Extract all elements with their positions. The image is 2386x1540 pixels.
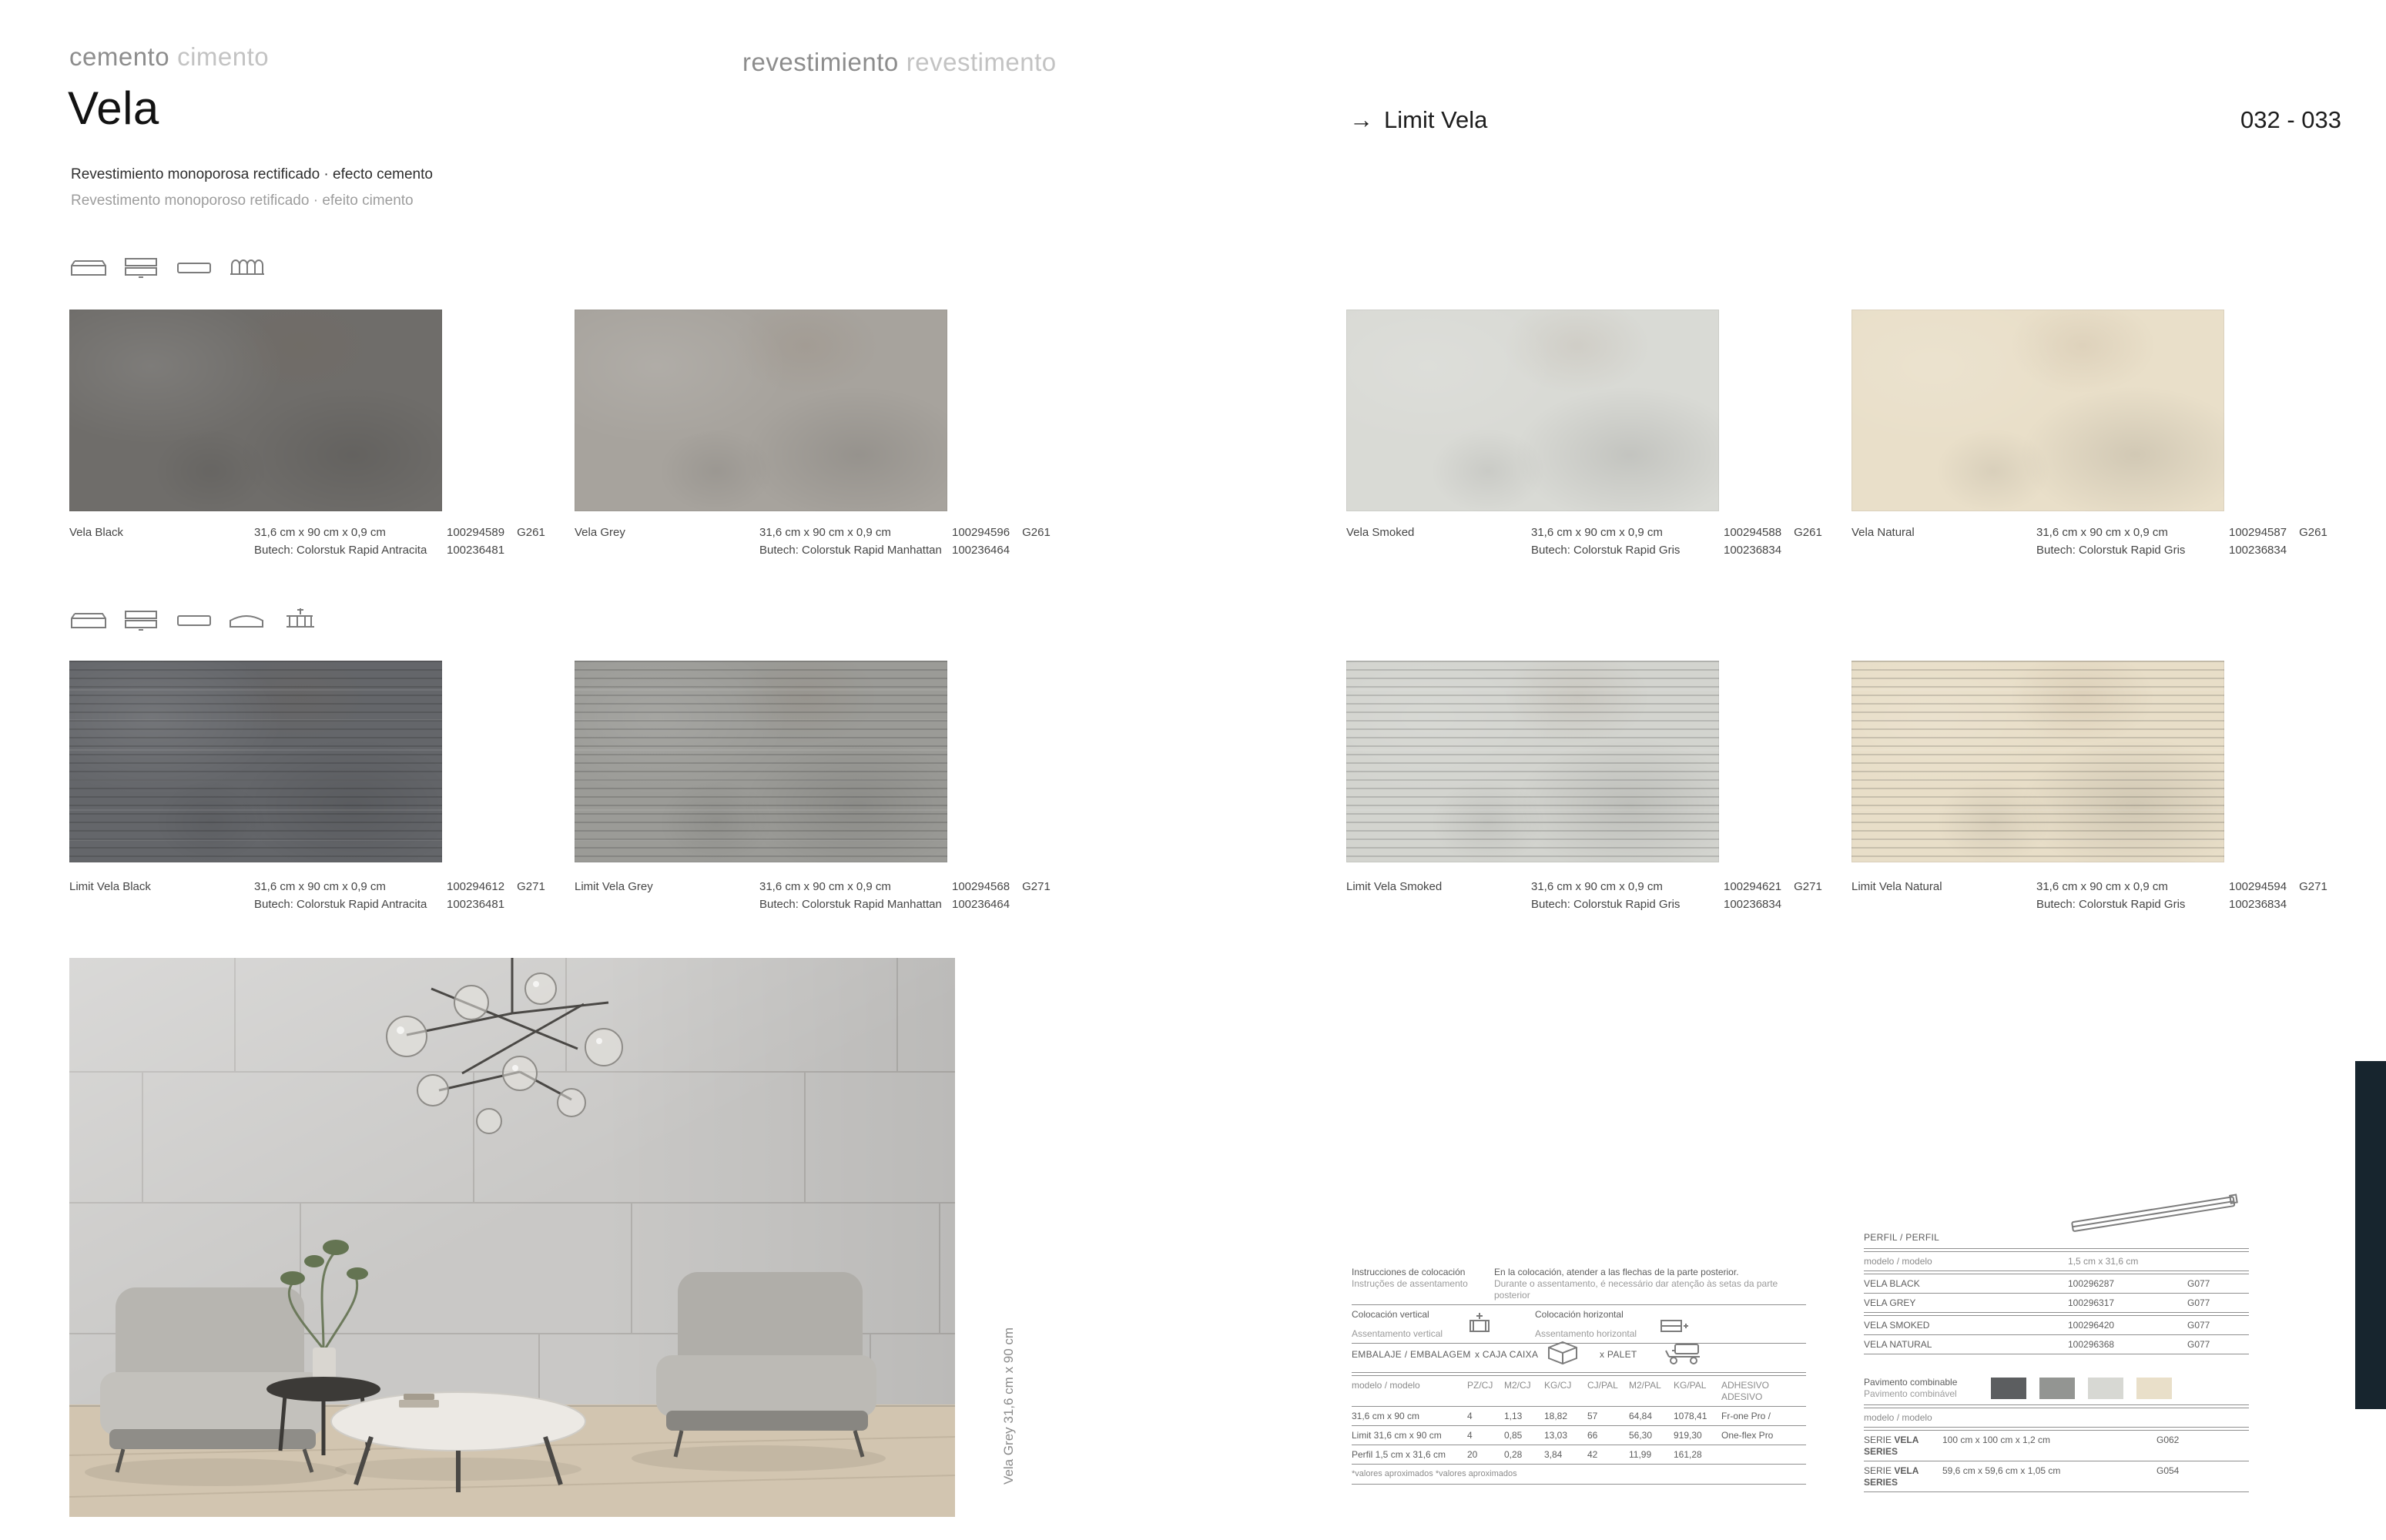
- install-label-pt: Instruções de assentamento: [1352, 1278, 1468, 1289]
- product-name: Limit Vela Grey: [575, 880, 653, 893]
- category-label: [69, 42, 269, 72]
- product-code: 100294587: [2229, 526, 2287, 539]
- tile-swatch-limit-vela-smoked: [1346, 661, 1719, 862]
- product-group: G261: [2299, 526, 2327, 539]
- shade-variation-icon: [122, 254, 160, 284]
- tile-swatch-vela-natural: [1851, 310, 2224, 511]
- tile-swatch-vela-grey: [575, 310, 947, 511]
- product-grout: Butech: Colorstuk Rapid Gris: [2036, 544, 2186, 557]
- product-group: G261: [1794, 526, 1822, 539]
- product-size: 31,6 cm x 90 cm x 0,9 cm: [2036, 526, 2168, 539]
- product-size: 31,6 cm x 90 cm x 0,9 cm: [1531, 880, 1663, 893]
- product-group: G261: [517, 526, 545, 539]
- product-code: 100294568: [952, 880, 1010, 893]
- tile-swatch-vela-smoked: [1346, 310, 1719, 511]
- product-group: G271: [2299, 880, 2327, 893]
- photo-caption: Vela Grey 31,6 cm x 90 cm: [1001, 1327, 1016, 1485]
- subtitle-pt: Revestimento monoporoso retificado · efeito cimento: [71, 192, 414, 209]
- product-size: 31,6 cm x 90 cm x 0,9 cm: [254, 880, 386, 893]
- packaging-row: Limit 31,6 cm x 90 cm 4 0,85 13,03 66 56,30 919,30 One-flex Pro: [1352, 1430, 1774, 1441]
- matching-floor-title-es: Pavimento combinable: [1864, 1377, 1958, 1388]
- product-code: 100294588: [1724, 526, 1782, 539]
- profile-table: [1864, 1232, 2249, 1354]
- vertical-placement-pt: Assentamento vertical: [1352, 1328, 1443, 1339]
- tile-swatch-limit-vela-natural: [1851, 661, 2224, 862]
- product-grout: Butech: Colorstuk Rapid Gris: [2036, 898, 2186, 911]
- product-group: G271: [517, 880, 545, 893]
- col-header: modelo / modelo: [1864, 1256, 1932, 1267]
- product-code: 100294621: [1724, 880, 1782, 893]
- product-size: 31,6 cm x 90 cm x 0,9 cm: [2036, 880, 2168, 893]
- product-name: Vela Grey: [575, 526, 625, 539]
- matching-floor-row: SERIE VELA SERIES 59,6 cm x 59,6 cm x 1,05 cm G054: [1864, 1465, 2180, 1488]
- product-name: Limit Vela Black: [69, 880, 151, 893]
- tile-swatch-vela-black: [69, 310, 442, 511]
- col-header: CJ/PAL: [1587, 1380, 1618, 1391]
- product-caption: [1851, 524, 2360, 570]
- install-note-pt: Durante o assentamento, é necessário dar atenção às setas da parte posterior: [1494, 1278, 1778, 1301]
- arrow-right-icon: →: [1349, 106, 1373, 133]
- product-caption: [1851, 878, 2360, 924]
- install-label-es: Instrucciones de colocación: [1352, 1267, 1466, 1277]
- tile-swatch-limit-vela-black: [69, 661, 442, 862]
- matching-floor-table: [1864, 1375, 2249, 1492]
- page-edge-tab: [2355, 1061, 2386, 1409]
- slim-format-icon: [175, 254, 213, 284]
- rounded-relief-icon: [227, 607, 266, 637]
- col-header: PZ/CJ: [1467, 1380, 1493, 1391]
- horizontal-placement-pt: Assentamento horizontal: [1535, 1328, 1637, 1339]
- page-title: Vela: [68, 82, 159, 134]
- pictogram-row-limit-vela: [69, 607, 330, 637]
- product-grout: Butech: Colorstuk Rapid Gris: [1531, 544, 1681, 557]
- slab-format-icon: [69, 607, 108, 637]
- floor-swatch-dark-grey: [1991, 1378, 2026, 1399]
- tile-type-label: [742, 48, 1057, 77]
- product-caption: [575, 524, 1083, 570]
- category-es: cemento: [69, 42, 170, 71]
- product-caption: [69, 878, 578, 924]
- product-caption: [1346, 524, 1855, 570]
- col-header: M2/CJ: [1504, 1380, 1531, 1391]
- grout-code: 100236834: [2229, 898, 2287, 911]
- relief-arches-icon: [227, 254, 266, 284]
- install-instructions: [1352, 1263, 1806, 1344]
- related-series-link[interactable]: [1349, 106, 1487, 134]
- product-caption: [575, 878, 1083, 924]
- horizontal-placement-es: Colocación horizontal: [1535, 1309, 1624, 1320]
- grout-code: 100236834: [1724, 544, 1782, 557]
- packaging-title: EMBALAJE / EMBALAGEM: [1352, 1348, 1471, 1360]
- product-group: G271: [1022, 880, 1051, 893]
- product-name: Vela Smoked: [1346, 526, 1415, 539]
- col-header: KG/CJ: [1544, 1380, 1572, 1391]
- tile-swatch-limit-vela-grey: [575, 661, 947, 862]
- product-name: Vela Natural: [1851, 526, 1915, 539]
- profile-row: VELA BLACK 100296287 G077: [1864, 1278, 2210, 1289]
- box-icon: [1546, 1340, 1600, 1369]
- profile-row: VELA SMOKED 100296420 G077: [1864, 1320, 2210, 1331]
- product-name: Vela Black: [69, 526, 124, 539]
- grout-code: 100236464: [952, 544, 1010, 557]
- product-grout: Butech: Colorstuk Rapid Antracita: [254, 544, 427, 557]
- product-size: 31,6 cm x 90 cm x 0,9 cm: [254, 526, 386, 539]
- grout-code: 100236481: [447, 544, 505, 557]
- col-header: modelo / modelo: [1352, 1380, 1420, 1391]
- grout-code: 100236481: [447, 898, 505, 911]
- slim-format-icon: [175, 607, 213, 637]
- matching-floor-title-pt: Pavimento combinável: [1864, 1388, 1957, 1399]
- type-es: revestimiento: [742, 48, 899, 76]
- product-code: 100294612: [447, 880, 505, 893]
- col-header: 1,5 cm x 31,6 cm: [2068, 1256, 2139, 1267]
- pallet-truck-icon: [1660, 1340, 1706, 1369]
- profile-title: PERFIL / PERFIL: [1864, 1232, 1940, 1243]
- product-size: 31,6 cm x 90 cm x 0,9 cm: [759, 526, 891, 539]
- floor-swatch-grey: [2039, 1378, 2075, 1399]
- product-caption: [1346, 878, 1855, 924]
- packaging-row: Perfil 1,5 cm x 31,6 cm 20 0,28 3,84 42 11,99 161,28: [1352, 1449, 1702, 1460]
- per-pallet-label: x PALET: [1600, 1348, 1637, 1360]
- floor-swatch-beige: [2136, 1378, 2172, 1399]
- subtitle-es: Revestimiento monoporosa rectificado · efecto cemento: [71, 166, 433, 182]
- product-size: 31,6 cm x 90 cm x 0,9 cm: [1531, 526, 1663, 539]
- vertical-placement-es: Colocación vertical: [1352, 1309, 1429, 1320]
- col-header: M2/PAL: [1629, 1380, 1661, 1391]
- product-grout: Butech: Colorstuk Rapid Manhattan: [759, 544, 942, 557]
- profile-row: VELA GREY 100296317 G077: [1864, 1297, 2210, 1308]
- pictogram-row-vela: [69, 254, 276, 284]
- horizontal-placement-icon: [1658, 1311, 1689, 1337]
- page-numbers: 032 - 033: [2240, 106, 2341, 133]
- product-grout: Butech: Colorstuk Rapid Gris: [1531, 898, 1681, 911]
- slab-format-icon: [69, 254, 108, 284]
- product-caption: [69, 524, 578, 570]
- product-group: G261: [1022, 526, 1051, 539]
- related-series-label: Limit Vela: [1384, 106, 1488, 133]
- packaging-row: 31,6 cm x 90 cm 4 1,13 18,82 57 64,84 1078,41 Fr-one Pro /: [1352, 1411, 1771, 1421]
- col-header: ADHESIVO ADESIVO: [1721, 1380, 1770, 1402]
- per-box-label: x CAJA CAIXA: [1475, 1348, 1539, 1360]
- packaging-footnote: *valores aproximados *valores aproximados: [1352, 1469, 1517, 1478]
- grout-code: 100236834: [2229, 544, 2287, 557]
- shade-variation-icon: [122, 607, 160, 637]
- product-name: Limit Vela Smoked: [1346, 880, 1443, 893]
- col-header: KG/PAL: [1674, 1380, 1707, 1391]
- product-code: 100294594: [2229, 880, 2287, 893]
- product-grout: Butech: Colorstuk Rapid Manhattan: [759, 898, 942, 911]
- packaging-table: [1352, 1338, 1806, 1485]
- product-grout: Butech: Colorstuk Rapid Antracita: [254, 898, 427, 911]
- room-photo: [69, 958, 955, 1517]
- matching-floor-row: SERIE VELA SERIES 100 cm x 100 cm x 1,2 cm G062: [1864, 1435, 2180, 1457]
- type-pt: revestimento: [906, 48, 1057, 76]
- comb-relief-icon: [280, 607, 319, 637]
- product-code: 100294596: [952, 526, 1010, 539]
- product-group: G271: [1794, 880, 1822, 893]
- profile-row: VELA NATURAL 100296368 G077: [1864, 1339, 2210, 1350]
- product-code: 100294589: [447, 526, 505, 539]
- grout-code: 100236464: [952, 898, 1010, 911]
- category-pt: cimento: [177, 42, 270, 71]
- product-size: 31,6 cm x 90 cm x 0,9 cm: [759, 880, 891, 893]
- product-name: Limit Vela Natural: [1851, 880, 1942, 893]
- grout-code: 100236834: [1724, 898, 1782, 911]
- install-note-es: En la colocación, atender a las flechas de la parte posterior.: [1494, 1267, 1739, 1277]
- floor-swatch-light-grey: [2088, 1378, 2123, 1399]
- col-header: modelo / modelo: [1864, 1412, 1932, 1423]
- vertical-placement-icon: [1466, 1311, 1535, 1337]
